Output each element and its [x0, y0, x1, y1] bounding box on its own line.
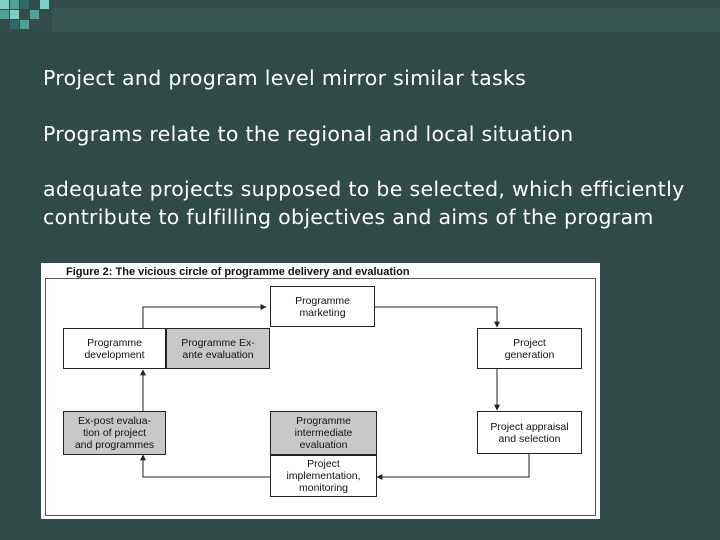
decor-square — [30, 10, 39, 19]
node-project-generation: Project generation — [477, 328, 582, 369]
node-project-implementation: Project implementation, monitoring — [270, 455, 377, 497]
node-ex-post-evaluation: Ex-post evalua- tion of project and programmes — [63, 411, 166, 455]
decor-square — [10, 10, 19, 19]
bullet-text: Project and program level mirror similar tasks — [43, 66, 527, 90]
arrow-development-to-marketing — [143, 307, 266, 328]
decor-square — [20, 0, 29, 9]
decor-square — [40, 0, 49, 9]
arrow-implementation-to-expost — [143, 455, 270, 477]
arrow-appraisal-to-implementation — [377, 454, 529, 477]
node-programme-intermediate-evaluation: Programme intermediate evaluation — [270, 411, 377, 455]
node-programme-marketing: Programme marketing — [270, 286, 375, 327]
decor-square — [0, 0, 9, 9]
node-project-appraisal: Project appraisal and selection — [477, 411, 582, 454]
diagram-figure — [41, 263, 600, 519]
node-programme-development: Programme development — [63, 328, 166, 369]
top-decoration-bar — [0, 0, 720, 32]
bullet-text: Programs relate to the regional and local situation — [43, 122, 574, 146]
top-decoration-band — [52, 8, 720, 32]
decor-square — [0, 10, 9, 19]
arrow-marketing-to-generation — [375, 307, 497, 327]
node-programme-ex-ante-evaluation: Programme Ex- ante evaluation — [166, 328, 270, 369]
bullet-text: adequate projects supposed to be selected, which efficiently contribute to fulfilling objectives and aims of the program — [43, 177, 685, 229]
decor-square — [10, 0, 19, 9]
decor-square — [20, 20, 29, 29]
figure-title: Figure 2: The vicious circle of programme delivery and evaluation — [66, 266, 410, 278]
decor-square — [10, 20, 19, 29]
